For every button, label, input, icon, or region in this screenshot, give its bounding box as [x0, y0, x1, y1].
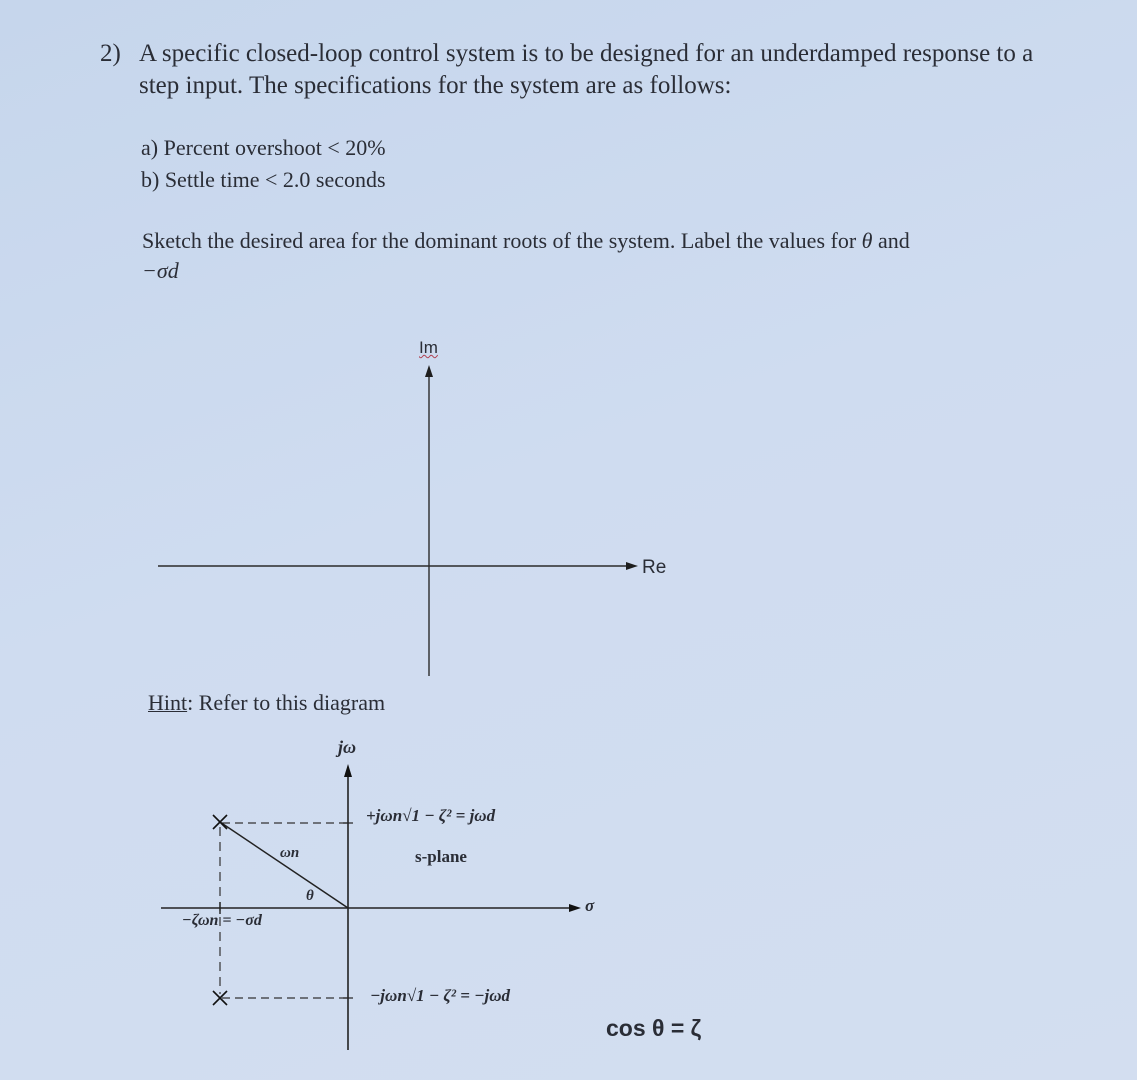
upper-pole-label: +jωn√1 − ζ² = jωd	[366, 806, 496, 825]
im-arrow-icon	[425, 365, 433, 377]
sigma-axis-label: σ	[585, 896, 595, 915]
wn-line	[220, 822, 348, 908]
question-line-2: step input. The specifications for the system are as follows:	[139, 72, 732, 99]
cos-theta-formula: cos θ = ζ	[606, 1015, 702, 1041]
spec-overshoot: a) Percent overshoot < 20%	[141, 135, 386, 160]
question-line-1: A specific closed-loop control system is to be designed for an underdamped response to a	[139, 40, 1034, 67]
question-number: 2)	[100, 40, 121, 67]
hint-text	[148, 690, 385, 716]
re-arrow-icon	[626, 562, 638, 570]
splane-label: s-plane	[415, 847, 467, 866]
jw-label: jω	[338, 737, 357, 757]
sigma-point-label: −ζωn = −σd	[182, 912, 262, 929]
lower-pole-label: −jωn√1 − ζ² = −jωd	[370, 986, 511, 1005]
jw-arrow-icon	[344, 764, 352, 777]
instruction-text: Sketch the desired area for the dominant roots of the system. Label the values for	[142, 228, 857, 253]
upper-pole-icon	[213, 815, 227, 829]
theta-label: θ	[306, 888, 314, 904]
hint-word: Hint	[148, 690, 188, 715]
im-axis-label: Im	[419, 338, 438, 357]
theta-symbol: θ	[861, 228, 873, 253]
re-axis-label: Re	[642, 557, 667, 578]
sigma-arrow-icon	[569, 904, 581, 912]
spec-settle-time: b) Settle time < 2.0 seconds	[141, 167, 386, 192]
instruction-and: and	[877, 228, 910, 253]
sigma-d-label: −σd	[142, 258, 179, 283]
wn-label: ωn	[280, 845, 300, 861]
hint-rest: : Refer to this diagram	[187, 690, 386, 715]
